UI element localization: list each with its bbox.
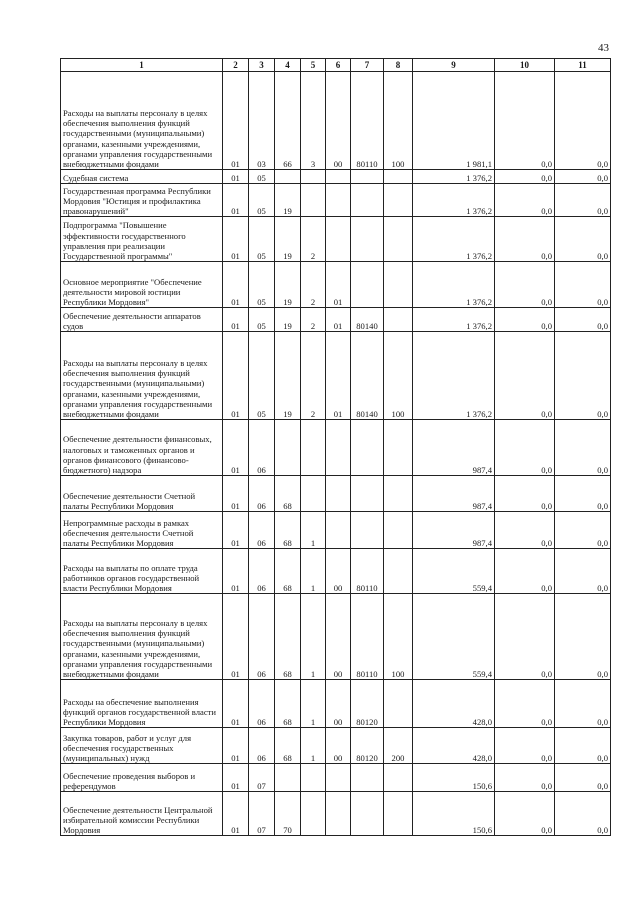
cell-c6: 01 xyxy=(326,308,351,332)
cell-c4: 19 xyxy=(275,262,301,308)
cell-c6 xyxy=(326,217,351,262)
cell-c7 xyxy=(351,792,384,836)
cell-c10: 0,0 xyxy=(495,262,555,308)
cell-c10: 0,0 xyxy=(495,476,555,512)
cell-amount: 987,4 xyxy=(413,420,495,476)
cell-amount: 150,6 xyxy=(413,792,495,836)
page-number: 43 xyxy=(598,42,609,54)
cell-amount: 150,6 xyxy=(413,764,495,792)
cell-c8: 100 xyxy=(384,594,413,680)
cell-c3: 06 xyxy=(249,512,275,549)
cell-c3: 05 xyxy=(249,308,275,332)
cell-c10: 0,0 xyxy=(495,170,555,184)
table-row xyxy=(61,594,611,680)
cell-c11: 0,0 xyxy=(555,184,611,217)
table-row xyxy=(61,217,611,262)
cell-c11: 0,0 xyxy=(555,476,611,512)
cell-c4: 19 xyxy=(275,184,301,217)
cell-amount: 1 376,2 xyxy=(413,170,495,184)
table-row xyxy=(61,332,611,420)
cell-c10: 0,0 xyxy=(495,217,555,262)
cell-c2: 01 xyxy=(223,764,249,792)
header-cell: 6 xyxy=(326,59,351,72)
cell-c2: 01 xyxy=(223,549,249,594)
cell-c4 xyxy=(275,764,301,792)
cell-amount: 1 376,2 xyxy=(413,308,495,332)
table-row xyxy=(61,262,611,308)
cell-c10: 0,0 xyxy=(495,728,555,764)
cell-c8 xyxy=(384,792,413,836)
cell-c6: 00 xyxy=(326,680,351,728)
cell-c4: 66 xyxy=(275,72,301,170)
cell-c3: 03 xyxy=(249,72,275,170)
cell-c10: 0,0 xyxy=(495,680,555,728)
cell-c6 xyxy=(326,420,351,476)
header-cell: 3 xyxy=(249,59,275,72)
cell-c6 xyxy=(326,170,351,184)
cell-c4: 68 xyxy=(275,512,301,549)
cell-c11: 0,0 xyxy=(555,594,611,680)
cell-c2: 01 xyxy=(223,170,249,184)
header-cell: 8 xyxy=(384,59,413,72)
cell-c8 xyxy=(384,680,413,728)
cell-c10: 0,0 xyxy=(495,792,555,836)
row-name: Расходы на выплаты персоналу в целях обеспечения выполнения функций государственными (муниципальными) органами, казенными учреждениями, органами управления государственными внебюджетными фондами xyxy=(61,332,223,420)
cell-c5: 2 xyxy=(301,217,326,262)
cell-c5 xyxy=(301,420,326,476)
cell-c11: 0,0 xyxy=(555,792,611,836)
cell-c2: 01 xyxy=(223,262,249,308)
cell-c10: 0,0 xyxy=(495,184,555,217)
cell-c4: 68 xyxy=(275,728,301,764)
cell-c2: 01 xyxy=(223,792,249,836)
cell-c5: 2 xyxy=(301,262,326,308)
cell-c6 xyxy=(326,184,351,217)
header-cell: 10 xyxy=(495,59,555,72)
table-row xyxy=(61,764,611,792)
cell-c7 xyxy=(351,420,384,476)
cell-c8 xyxy=(384,262,413,308)
cell-c5: 2 xyxy=(301,308,326,332)
row-name: Обеспечение проведения выборов и референдумов xyxy=(61,764,223,792)
cell-c4: 70 xyxy=(275,792,301,836)
cell-c10: 0,0 xyxy=(495,764,555,792)
cell-c10: 0,0 xyxy=(495,594,555,680)
cell-amount: 559,4 xyxy=(413,549,495,594)
cell-amount: 428,0 xyxy=(413,728,495,764)
cell-c2: 01 xyxy=(223,512,249,549)
cell-c8 xyxy=(384,476,413,512)
cell-c8 xyxy=(384,308,413,332)
cell-c11: 0,0 xyxy=(555,764,611,792)
row-name: Государственная программа Республики Мордовия "Юстиция и профилактика правонарушений" xyxy=(61,184,223,217)
cell-c5 xyxy=(301,170,326,184)
cell-c3: 07 xyxy=(249,764,275,792)
cell-c7 xyxy=(351,476,384,512)
row-name: Обеспечение деятельности аппаратов судов xyxy=(61,308,223,332)
cell-c3: 07 xyxy=(249,792,275,836)
cell-c5 xyxy=(301,764,326,792)
cell-c4 xyxy=(275,170,301,184)
cell-c4: 19 xyxy=(275,332,301,420)
cell-c11: 0,0 xyxy=(555,420,611,476)
cell-c8 xyxy=(384,764,413,792)
cell-c8 xyxy=(384,512,413,549)
cell-c11: 0,0 xyxy=(555,332,611,420)
cell-c5: 1 xyxy=(301,594,326,680)
cell-c3: 05 xyxy=(249,332,275,420)
table-row xyxy=(61,549,611,594)
cell-amount: 1 376,2 xyxy=(413,184,495,217)
cell-c2: 01 xyxy=(223,680,249,728)
cell-c7 xyxy=(351,764,384,792)
header-cell: 9 xyxy=(413,59,495,72)
cell-amount: 1 376,2 xyxy=(413,262,495,308)
cell-c8 xyxy=(384,549,413,594)
row-name: Расходы на обеспечение выполнения функций органов государственной власти Республики Мордовия xyxy=(61,680,223,728)
header-cell: 7 xyxy=(351,59,384,72)
table-row xyxy=(61,184,611,217)
cell-c8 xyxy=(384,420,413,476)
cell-c4: 68 xyxy=(275,549,301,594)
table-row xyxy=(61,476,611,512)
cell-c5 xyxy=(301,476,326,512)
cell-c10: 0,0 xyxy=(495,332,555,420)
cell-c7: 80120 xyxy=(351,728,384,764)
cell-c4: 68 xyxy=(275,476,301,512)
cell-c11: 0,0 xyxy=(555,217,611,262)
cell-c8 xyxy=(384,184,413,217)
cell-c2: 01 xyxy=(223,217,249,262)
cell-amount: 987,4 xyxy=(413,476,495,512)
table-row xyxy=(61,308,611,332)
header-cell: 5 xyxy=(301,59,326,72)
cell-c7: 80140 xyxy=(351,308,384,332)
cell-c7: 80110 xyxy=(351,72,384,170)
cell-c7 xyxy=(351,184,384,217)
row-name: Подпрограмма "Повышение эффективности государственного управления при реализации Государственной программы" xyxy=(61,217,223,262)
cell-c6: 00 xyxy=(326,549,351,594)
header-cell: 4 xyxy=(275,59,301,72)
cell-amount: 987,4 xyxy=(413,512,495,549)
cell-c4 xyxy=(275,420,301,476)
cell-c4: 68 xyxy=(275,680,301,728)
cell-amount: 559,4 xyxy=(413,594,495,680)
cell-c4: 68 xyxy=(275,594,301,680)
table-row xyxy=(61,792,611,836)
cell-c3: 05 xyxy=(249,184,275,217)
cell-c7 xyxy=(351,512,384,549)
cell-amount: 428,0 xyxy=(413,680,495,728)
cell-c2: 01 xyxy=(223,420,249,476)
table-row xyxy=(61,170,611,184)
cell-c7: 80110 xyxy=(351,594,384,680)
cell-c3: 06 xyxy=(249,476,275,512)
cell-c4: 19 xyxy=(275,308,301,332)
row-name: Обеспечение деятельности Центральной избирательной комиссии Республики Мордовия xyxy=(61,792,223,836)
cell-c10: 0,0 xyxy=(495,420,555,476)
cell-c2: 01 xyxy=(223,332,249,420)
row-name: Обеспечение деятельности Счетной палаты Республики Мордовия xyxy=(61,476,223,512)
cell-c2: 01 xyxy=(223,184,249,217)
cell-c5: 1 xyxy=(301,680,326,728)
cell-c11: 0,0 xyxy=(555,728,611,764)
table-row xyxy=(61,512,611,549)
cell-c6: 00 xyxy=(326,728,351,764)
cell-c6 xyxy=(326,476,351,512)
cell-c10: 0,0 xyxy=(495,549,555,594)
cell-c3: 05 xyxy=(249,217,275,262)
row-name: Закупка товаров, работ и услуг для обеспечения государственных (муниципальных) нужд xyxy=(61,728,223,764)
table-row xyxy=(61,728,611,764)
cell-c11: 0,0 xyxy=(555,549,611,594)
cell-c5: 1 xyxy=(301,728,326,764)
row-name: Расходы на выплаты по оплате труда работников органов государственной власти Республики Мордовия xyxy=(61,549,223,594)
cell-amount: 1 376,2 xyxy=(413,332,495,420)
cell-c7 xyxy=(351,262,384,308)
cell-c11: 0,0 xyxy=(555,680,611,728)
cell-c8: 200 xyxy=(384,728,413,764)
row-name: Расходы на выплаты персоналу в целях обеспечения выполнения функций государственными (муниципальными) органами, казенными учреждениями, органами управления государственными внебюджетными фондами xyxy=(61,594,223,680)
cell-c5: 3 xyxy=(301,72,326,170)
cell-c5: 1 xyxy=(301,512,326,549)
row-name: Судебная система xyxy=(61,170,223,184)
cell-c6 xyxy=(326,792,351,836)
cell-c7: 80120 xyxy=(351,680,384,728)
header-row xyxy=(61,59,611,72)
cell-c3: 06 xyxy=(249,594,275,680)
cell-c8: 100 xyxy=(384,332,413,420)
cell-c11: 0,0 xyxy=(555,308,611,332)
row-name: Основное мероприятие "Обеспечение деятельности мировой юстиции Республики Мордовия" xyxy=(61,262,223,308)
cell-c6: 01 xyxy=(326,262,351,308)
cell-c2: 01 xyxy=(223,72,249,170)
cell-c3: 06 xyxy=(249,680,275,728)
cell-c5 xyxy=(301,184,326,217)
cell-c3: 06 xyxy=(249,549,275,594)
cell-c8: 100 xyxy=(384,72,413,170)
cell-c7 xyxy=(351,217,384,262)
cell-c11: 0,0 xyxy=(555,72,611,170)
cell-c6: 00 xyxy=(326,72,351,170)
cell-c8 xyxy=(384,217,413,262)
cell-c7: 80110 xyxy=(351,549,384,594)
cell-c11: 0,0 xyxy=(555,262,611,308)
cell-c2: 01 xyxy=(223,728,249,764)
budget-table xyxy=(60,58,611,836)
table-row xyxy=(61,680,611,728)
cell-c4: 19 xyxy=(275,217,301,262)
cell-c6 xyxy=(326,764,351,792)
cell-c3: 06 xyxy=(249,728,275,764)
row-name: Непрограммные расходы в рамках обеспечения деятельности Счетной палаты Республики Мордовия xyxy=(61,512,223,549)
cell-c2: 01 xyxy=(223,476,249,512)
cell-c2: 01 xyxy=(223,594,249,680)
cell-c5 xyxy=(301,792,326,836)
cell-c6: 00 xyxy=(326,594,351,680)
cell-c6: 01 xyxy=(326,332,351,420)
header-cell: 11 xyxy=(555,59,611,72)
cell-c5: 1 xyxy=(301,549,326,594)
cell-c3: 05 xyxy=(249,170,275,184)
cell-c10: 0,0 xyxy=(495,72,555,170)
cell-c11: 0,0 xyxy=(555,170,611,184)
cell-c7 xyxy=(351,170,384,184)
cell-c2: 01 xyxy=(223,308,249,332)
row-name: Расходы на выплаты персоналу в целях обеспечения выполнения функций государственными (муниципальными) органами, казенными учреждениями, органами управления государственными внебюджетными фондами xyxy=(61,72,223,170)
cell-c3: 05 xyxy=(249,262,275,308)
cell-c7: 80140 xyxy=(351,332,384,420)
cell-c5: 2 xyxy=(301,332,326,420)
cell-c10: 0,0 xyxy=(495,512,555,549)
table-row xyxy=(61,72,611,170)
cell-amount: 1 981,1 xyxy=(413,72,495,170)
cell-c8 xyxy=(384,170,413,184)
row-name: Обеспечение деятельности финансовых, налоговых и таможенных органов и органов финансового (финансово-бюджетного) надзора xyxy=(61,420,223,476)
cell-c3: 06 xyxy=(249,420,275,476)
cell-c10: 0,0 xyxy=(495,308,555,332)
header-cell: 1 xyxy=(61,59,223,72)
cell-amount: 1 376,2 xyxy=(413,217,495,262)
header-cell: 2 xyxy=(223,59,249,72)
cell-c11: 0,0 xyxy=(555,512,611,549)
cell-c6 xyxy=(326,512,351,549)
table-row xyxy=(61,420,611,476)
